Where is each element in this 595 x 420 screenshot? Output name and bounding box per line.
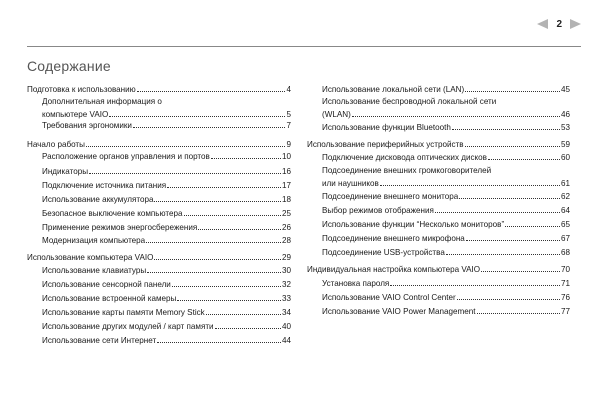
toc-leader-dots (157, 342, 281, 343)
toc-entry-text: Подсоединение внешнего монитора (322, 192, 459, 201)
page-title: Содержание (27, 58, 111, 74)
toc-leader-dots (109, 116, 285, 117)
toc-entry-text: Дополнительная информация о (42, 97, 162, 106)
toc-leader-dots (177, 300, 281, 301)
toc-leader-dots (133, 127, 286, 128)
toc-leader-dots (86, 146, 286, 147)
toc-page-number: 16 (281, 167, 291, 176)
toc-entry[interactable] (27, 194, 291, 205)
toc-entry[interactable] (307, 165, 570, 189)
toc-page-number: 34 (281, 308, 291, 317)
toc-leader-dots (154, 259, 281, 260)
toc-page-number: 30 (281, 266, 291, 275)
toc-page-number: 5 (286, 110, 291, 119)
toc-leader-dots (154, 201, 281, 202)
toc-page-number: 7 (286, 121, 291, 130)
toc-page-number: 62 (560, 192, 570, 201)
toc-entry[interactable] (307, 292, 570, 303)
toc-page-number: 61 (560, 179, 570, 188)
toc-page-number: 45 (560, 85, 570, 94)
toc-entry-text: Требования эргономики (42, 121, 132, 130)
toc-entry-text: Безопасное выключение компьютера (42, 209, 183, 218)
page-header (0, 0, 595, 46)
toc-page-number: 64 (560, 206, 570, 215)
toc-entry-text: Использование сенсорной панели (42, 280, 171, 289)
next-page-arrow-icon[interactable] (570, 19, 581, 29)
toc-leader-dots (465, 146, 560, 147)
toc-entry-text: Использование периферийных устройств (307, 140, 464, 149)
toc-page-number: 40 (281, 322, 291, 331)
toc-page-number: 9 (286, 140, 291, 149)
toc-entry-text: (WLAN) (322, 110, 351, 119)
toc-entry[interactable] (27, 151, 291, 162)
toc-entry-text: Подключение дисковода оптических дисков (322, 153, 487, 162)
header-divider (27, 46, 581, 47)
prev-page-arrow-icon[interactable] (537, 19, 548, 29)
toc-entry-text: Использование компьютера VAIO (27, 253, 154, 262)
toc-entry-text: Индивидуальная настройка компьютера VAIO (307, 265, 481, 274)
toc-page-number: 70 (560, 265, 570, 274)
toc-leader-dots (390, 285, 560, 286)
toc-entry-text: Использование клавиатуры (42, 266, 147, 275)
toc-entry-text: Начало работы (27, 140, 85, 149)
toc-entry-text: Модернизация компьютера (42, 236, 146, 245)
toc-leader-dots (465, 91, 560, 92)
toc-leader-dots (477, 313, 560, 314)
toc-page-number: 67 (560, 234, 570, 243)
toc-entry-text: Применение режимов энергосбережения (42, 223, 198, 232)
toc-entry[interactable] (307, 247, 570, 258)
toc-entry[interactable] (27, 166, 291, 177)
toc-entry[interactable] (307, 205, 570, 216)
toc-leader-dots (137, 91, 286, 92)
toc-page-number: 18 (281, 195, 291, 204)
toc-entry-text: Использование функции Bluetooth (322, 123, 451, 132)
toc-entry[interactable] (27, 252, 291, 263)
toc-entry-text: Выбор режимов отображения (322, 206, 434, 215)
page-navigation (537, 17, 581, 31)
toc-leader-dots (488, 159, 560, 160)
toc-leader-dots (184, 215, 281, 216)
toc-entry[interactable] (307, 264, 570, 275)
toc-entry[interactable] (27, 265, 291, 276)
toc-leader-dots (452, 129, 560, 130)
page-number: 2 (556, 18, 562, 30)
toc-entry[interactable] (307, 233, 570, 244)
toc-page-number: 32 (281, 280, 291, 289)
toc-page-number: 60 (560, 153, 570, 162)
toc-entry-text: Установка пароля (322, 279, 390, 288)
toc-page-number: 29 (281, 253, 291, 262)
toc-entry[interactable] (27, 84, 291, 95)
toc-entry-text: Подключение источника питания (42, 181, 167, 190)
toc-leader-dots (198, 229, 281, 230)
toc-leader-dots (89, 173, 281, 174)
toc-page-number: 65 (560, 220, 570, 229)
toc-entry[interactable] (27, 321, 291, 332)
toc-page-number: 26 (281, 223, 291, 232)
toc-entry-text: Использование сети Интернет (42, 336, 157, 345)
toc-page-number: 59 (560, 140, 570, 149)
toc-entry-text: Расположение органов управления и портов (42, 152, 210, 161)
toc-page-number: 46 (560, 110, 570, 119)
toc-entry-text: Использование VAIO Power Management (322, 307, 476, 316)
toc-entry-text: Использование беспроводной локальной сети (322, 97, 497, 106)
toc-entry-text: Использование карты памяти Memory Stick (42, 308, 205, 317)
toc-leader-dots (167, 187, 281, 188)
toc-entry[interactable] (307, 278, 570, 289)
toc-entry[interactable] (27, 293, 291, 304)
toc-entry-text: Подсоединение USB-устройства (322, 248, 445, 257)
toc-leader-dots (466, 240, 560, 241)
toc-entry-text: Использование других модулей / карт памяти (42, 322, 214, 331)
toc-entry[interactable] (27, 139, 291, 150)
toc-entry[interactable] (27, 96, 291, 120)
toc-leader-dots (481, 271, 560, 272)
toc-leader-dots (147, 272, 281, 273)
toc-page-number: 71 (560, 279, 570, 288)
toc-leader-dots (446, 254, 560, 255)
toc-entry[interactable] (307, 122, 570, 133)
toc-page-number: 33 (281, 294, 291, 303)
toc-leader-dots (435, 212, 560, 213)
toc-entry[interactable] (307, 191, 570, 202)
toc-leader-dots (457, 299, 560, 300)
toc-page-number: 17 (281, 181, 291, 190)
toc-leader-dots (459, 198, 560, 199)
toc-entry[interactable] (307, 139, 570, 150)
toc-entry-text: или наушников (322, 179, 379, 188)
toc-page-number: 76 (560, 293, 570, 302)
toc-entry-text: Использование аккумулятора (42, 195, 154, 204)
toc-entry[interactable] (307, 219, 570, 230)
toc-entry[interactable] (307, 152, 570, 163)
toc-leader-dots (146, 242, 281, 243)
toc-page-number: 25 (281, 209, 291, 218)
toc-entry[interactable] (27, 222, 291, 233)
toc-entry[interactable] (307, 306, 570, 317)
toc-entry-text: Подготовка к использованию (27, 85, 136, 94)
toc-page-number: 28 (281, 236, 291, 245)
toc-entry[interactable] (307, 96, 570, 120)
toc-page-number: 44 (281, 336, 291, 345)
toc-entry-text: Использование VAIO Control Center (322, 293, 456, 302)
toc-page-number: 77 (560, 307, 570, 316)
toc-entry-text: Подсоединение внешнего микрофона (322, 234, 465, 243)
toc-page-number: 10 (281, 152, 291, 161)
toc-entry[interactable] (307, 84, 570, 95)
toc-entry[interactable] (27, 335, 291, 346)
toc-leader-dots (380, 185, 560, 186)
toc-leader-dots (352, 116, 560, 117)
toc-leader-dots (505, 226, 560, 227)
toc-entry[interactable] (27, 235, 291, 246)
toc-entry[interactable] (27, 120, 291, 131)
toc-page-number: 53 (560, 123, 570, 132)
toc-entry[interactable] (27, 180, 291, 191)
toc-entry[interactable] (27, 279, 291, 290)
toc-leader-dots (206, 314, 281, 315)
toc-page-number: 4 (286, 85, 291, 94)
toc-leader-dots (172, 286, 281, 287)
toc-entry-text: компьютере VAIO (42, 110, 109, 119)
toc-entry-text: Использование встроенной камеры (42, 294, 177, 303)
toc-entry-text: Использование функции “Несколько мониторов” (322, 220, 505, 229)
toc-leader-dots (215, 328, 281, 329)
toc-entry[interactable] (27, 307, 291, 318)
toc-page-number: 68 (560, 248, 570, 257)
toc-entry-text: Использование локальной сети (LAN) (322, 85, 465, 94)
toc-entry-text: Индикаторы (42, 167, 89, 176)
toc-entry-text: Подсоединение внешних громкоговорителей (322, 166, 492, 175)
toc-leader-dots (211, 158, 281, 159)
toc-entry[interactable] (27, 208, 291, 219)
